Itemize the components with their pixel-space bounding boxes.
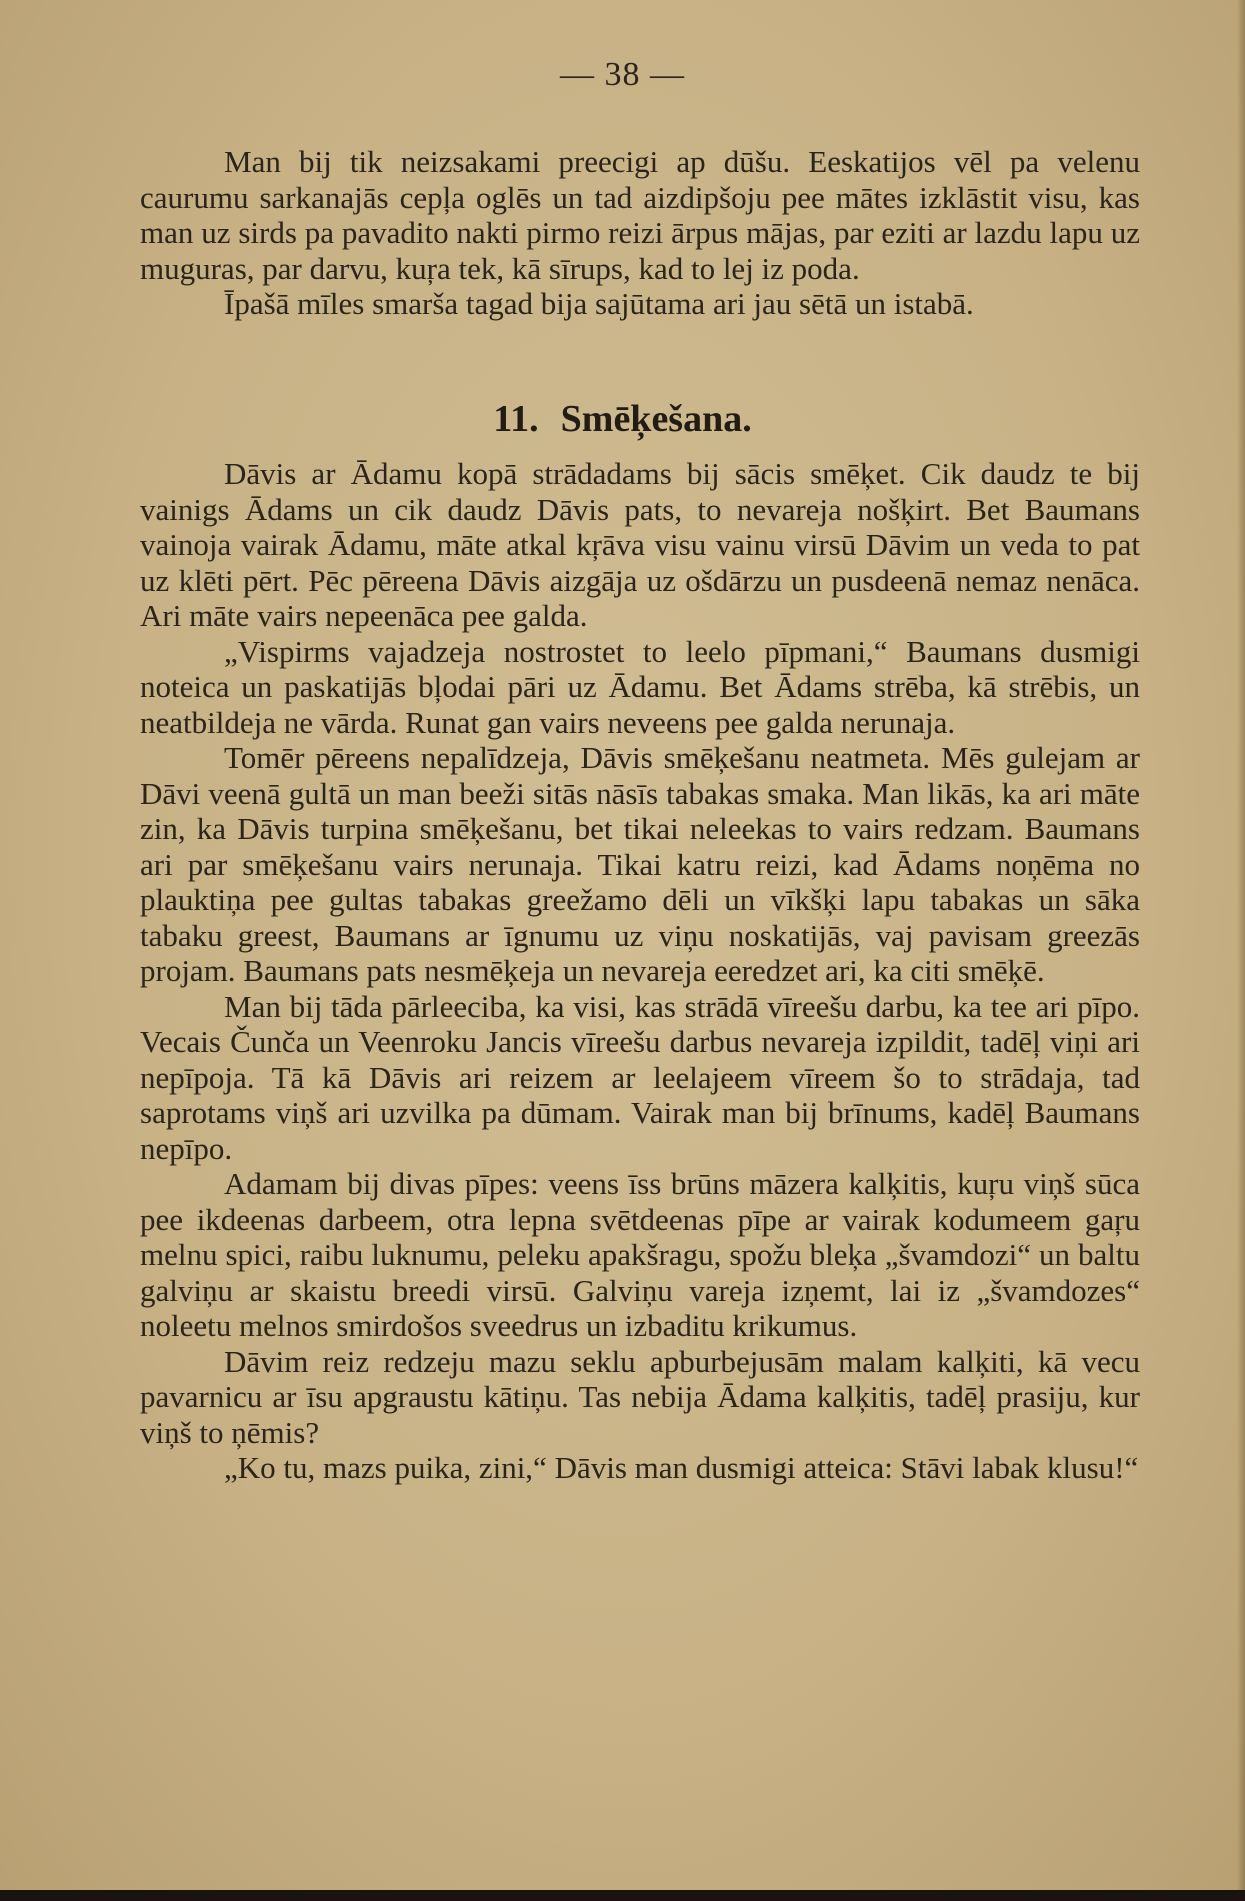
paragraph: „Vispirms vajadzeja nostrostet to leelo pīpmani,“ Baumans dusmigi noteica un paskatijās bļodai pāri uz Ādamu. Bet Ādams strēba, kā strēbis, un neatbildeja ne vārda. Runat gan vairs neveens pee galda nerunaja.	[140, 633, 1140, 740]
page-number: — 38 —	[560, 56, 685, 93]
paragraph: Tomēr pēreens nepalīdzeja, Dāvis smēķešanu neatmeta. Mēs gulejam ar Dāvi veenā gultā un man beeži sitās nāsīs tabakas smaka. Man likās, ka ari māte zin, ka Dāvis turpina smēķešanu, bet tikai neleekas to vairs redzam. Baumans ari par smēķešanu vairs nerunaja. Tikai katru reizi, kad Ādams noņēma no plauktiņa pee gultas tabakas greežamo dēli un vīkšķi lapu tabakas un sāka tabaku greest, Baumans ar īgnumu uz viņu noskatijās, vaj pavisam greezās projam. Baumans pats nesmēķeja un nevareja eeredzet ari, ka citi smēķē.	[140, 740, 1140, 988]
chapter-body	[140, 456, 1140, 1486]
paragraph: Adamam bij divas pīpes: veens īss brūns māzera kalķitis, kuŗu viņš sūca pee ikdeenas darbeem, otra lepna svētdeenas pīpe ar vairak kodumeem gaŗu melnu spici, raibu luknumu, peleku apakšragu, spožu bleķa „švamdozi“ un baltu galviņu ar skaistu breedi virsū. Galviņu vareja izņemt, lai iz „švamdozes“ noleetu melnos smirdošos sveedrus un izbaditu krikumus.	[140, 1166, 1140, 1343]
paragraph: Dāvis ar Ādamu kopā strādadams bij sācis smēķet. Cik daudz te bij vainigs Ādams un cik daudz Dāvis pats, to nevareja nošķirt. Bet Baumans vainoja vairak Ādamu, māte atkal kŗāva visu vainu virsū Dāvim un veda to pat uz klēti pērt. Pēc pēreena Dāvis aizgāja uz ošdārzu un pusdeenā nemaz nenāca. Ari māte vairs nepeenāca pee galda.	[140, 456, 1140, 633]
page-bottom-edge	[0, 1890, 1245, 1901]
paragraph: Īpašā mīles smarša tagad bija sajūtama ari jau sētā un istabā.	[224, 286, 974, 321]
chapter-title: Smēķešana.	[560, 398, 752, 440]
chapter-heading	[0, 397, 1245, 441]
paragraph: Man bij tāda pārleeciba, ka visi, kas strādā vīreešu darbu, ka tee ari pīpo. Vecais Čunča un Veenroku Jancis vīreešu darbus nevareja izpildit, tadēļ viņi ari nepīpoja. Tā kā Dāvis ari reizem ar leelajeem vīreem šo to strādaja, tad saprotams viņš ari uzvilka pa dūmam. Vairak man bij brīnums, kadēļ Baumans nepīpo.	[140, 988, 1140, 1166]
intro-text	[140, 144, 1140, 322]
chapter-number: 11.	[493, 398, 539, 440]
paragraph: Man bij tik neizsakami preecigi ap dūšu. Eeskatijos vēl pa velenu caurumu sarkanajās cepļa oglēs un tad aizdipšoju pee mātes izklāstit visu, kas man uz sirds pa pavadito nakti pirmo reizi ārpus mājas, par eziti ar lazdu lapu uz muguras, par darvu, kuŗa tek, kā sīrups, kad to lej iz poda.	[140, 144, 1140, 286]
paragraph: Dāvim reiz redzeju mazu seklu apburbejusām malam kalķiti, kā vecu pavarnicu ar īsu apgraustu kātiņu. Tas nebija Ādama kalķitis, tadēļ prasiju, kur viņš to ņēmis?	[140, 1343, 1140, 1450]
page-shadow	[1237, 0, 1245, 1890]
paragraph: „Ko tu, mazs puika, zini,“ Dāvis man dusmigi atteica: Stāvi labak klusu!“	[224, 1450, 1139, 1485]
